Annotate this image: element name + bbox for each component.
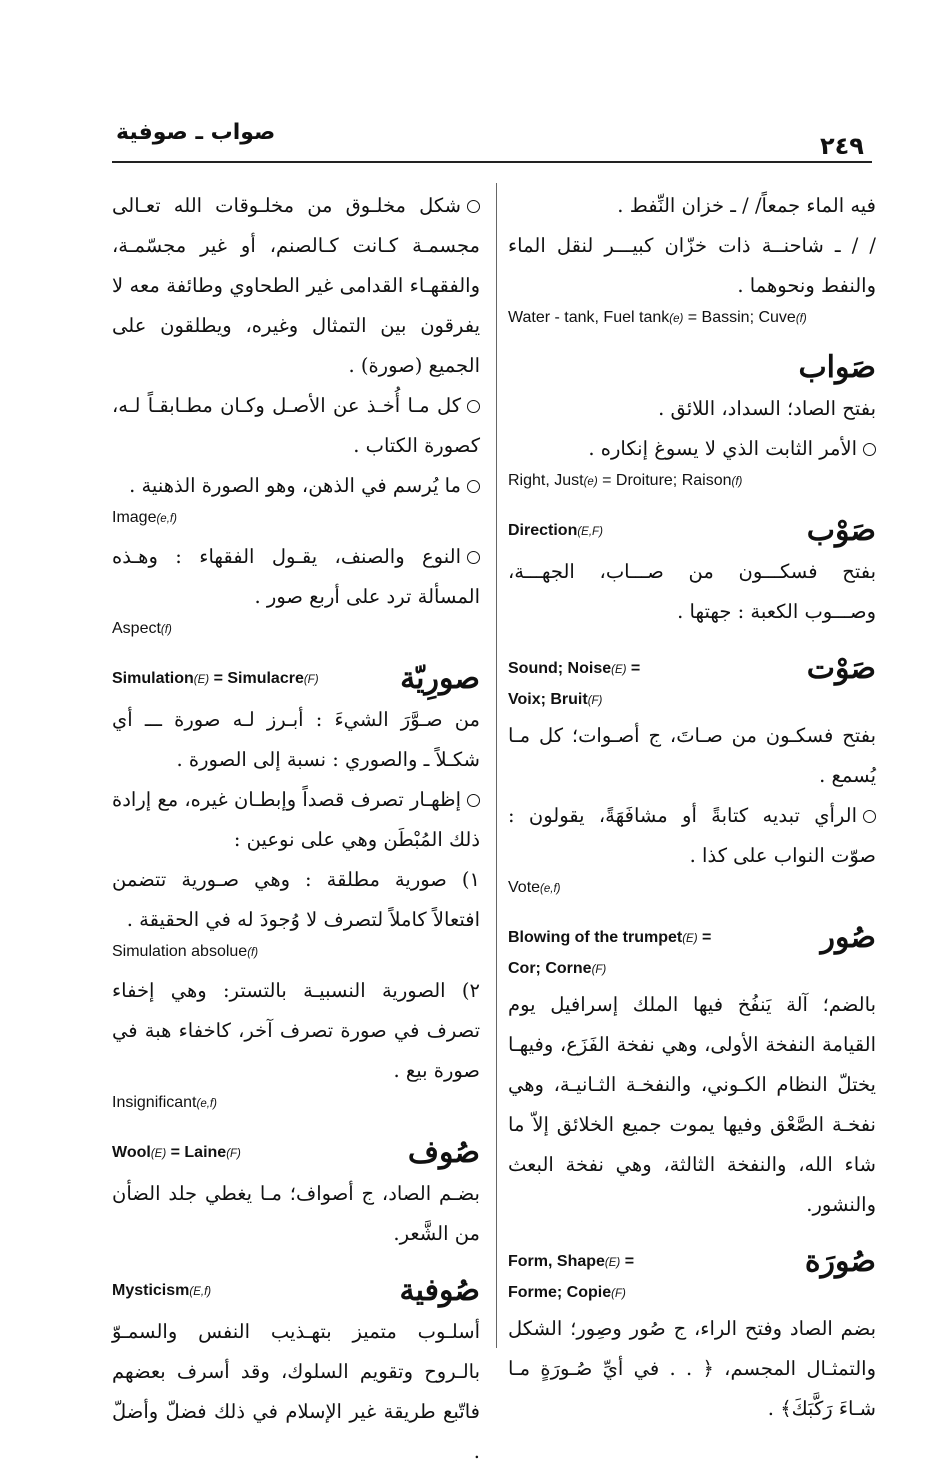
definition: بضم الصاد وفتح الراء، ج صُور وصِور؛ الشكل والتمثـال المجسم، ﴿ . . في أيِّ صُـورَةٍ مـا شـاءَ رَكَّبَكَ﴾ .	[508, 1317, 876, 1420]
column-divider	[496, 183, 497, 1348]
definition: الأمر الثابت الذي لا يسوغ إنكاره .	[508, 429, 876, 469]
running-title: صواب ـ صوفية	[116, 120, 276, 145]
definition: من صـوَّرَ الشيءَ : أبـرز لـه صورة ـــ أي شكـلاً ـ والصوري : نسبة إلى الصورة .	[112, 708, 480, 771]
header-rule	[112, 161, 872, 163]
headword: صورِيّة	[400, 661, 480, 696]
translation: Right, Just(e) = Droiture; Raison(f)	[508, 472, 743, 489]
definition: أسلـوب متميز بتهـذيب النفس والسمـوّ بالـروح وتقويم السلوك، وقد أسرف بعضهم فاتّبع طريقة غير الإسلام في ذلك فضلّ وأضلّ .	[112, 1320, 480, 1463]
headword: صَواب	[798, 350, 876, 385]
definition: ١) صورية مطلقة : وهي صـورية تتضمن افتعالاً كاملاً لتصرف لا وُجودَ له في الحقيقة .	[112, 868, 480, 931]
circle-bullet-icon	[863, 443, 876, 456]
translation: Aspect(f)	[112, 620, 172, 637]
entry-soofiyya	[112, 1270, 480, 1472]
translation: Insignificant(e,f)	[112, 1094, 217, 1111]
translation: Water - tank, Fuel tank(e) = Bassin; Cuve(f)	[508, 309, 807, 326]
equivalent: Direction(E,F)	[508, 522, 603, 539]
definition: شكل مخلـوق من مخلـوقات الله تعـالى مجسمـة كـانت كـالصنم، أو غير مجسّمـة، والفقهـاء القدامى غير الطحاوي وطائفة معه لا يفرقون بين التمثال وغيره، ويطلقون على الجميع (صورة) .	[112, 194, 480, 377]
headword: صَوْب	[806, 513, 876, 548]
definition: بفتح فسكـــون من صـــاب، الجهـــة، وصـــوب الكعبة : جهتها .	[508, 560, 876, 623]
continued-line: فيه الماء جمعاً/ / ـ خزان النِّفط .	[617, 194, 876, 217]
definition: بضـم الصاد، ج أصواف؛ مـا يغطي جلد الضأن من الشَّعر.	[112, 1182, 480, 1245]
circle-bullet-icon	[467, 794, 480, 807]
equivalent: Simulation(E) = Simulacre(F)	[112, 670, 319, 687]
definition: إظهـار تصرف قصداً وإبطـان غيره، مع إرادة ذلك المُبْطَن وهي على نوعين :	[112, 788, 480, 851]
entry-sawt	[508, 648, 876, 901]
definition: النوع والصنف، يقـول الفقهاء : وهـذه المسألة ترد على أربع صور .	[112, 545, 480, 608]
entry-sawab	[508, 347, 876, 494]
definition: بفتح فسكـون من صـاتَ، ج أصـوات؛ كل مـا يُسمع .	[508, 724, 876, 787]
circle-bullet-icon	[467, 200, 480, 213]
continued-line: / / ـ شاحنــة ذات خزّان كبيـــر لنقل الماء والنفط ونحوهما .	[508, 234, 876, 297]
definition: ٢) الصورية النسبيـة بالتستر: وهي إخفاء تصرف في صورة تصرف آخر، كاخفاء هبة في صورة بيع .	[112, 979, 480, 1082]
equivalent: Sound; Noise(E) = Voix; Bruit(F)	[508, 660, 641, 708]
headword: صُور	[820, 920, 876, 955]
entry-soor	[508, 917, 876, 1225]
circle-bullet-icon	[863, 810, 876, 823]
circle-bullet-icon	[467, 551, 480, 564]
headword: صُورَة	[804, 1244, 876, 1279]
equivalent: Blowing of the trumpet(E) = Cor; Corne(F)	[508, 929, 712, 977]
definition: كل مـا أُخـذ عن الأصـل وكـان مطـابقـاً لـه، كصورة الكتاب .	[112, 394, 480, 457]
translation: Image(e,f)	[112, 509, 177, 526]
entry-soof	[112, 1132, 480, 1254]
translation: Vote(e,f)	[508, 879, 561, 896]
circle-bullet-icon	[467, 480, 480, 493]
definition: الرأي تبديه كتابةً أو مشافَهَةً، يقولون : صوّت النواب على كذا .	[508, 804, 876, 867]
headword: صَوْت	[806, 651, 876, 686]
definition: بالضم؛ آلة يَنفُخ فيها الملك إسرافيل يوم القيامة النفخة الأولى، وهي نفخة الفَزَع، وفيهـا يختلّ النظام الكـوني، والنفخـة الثـانيـة، وهي نفخـة الصَّعْق وفيها يموت جميع الخلائق إلاّ ما شاء الله، والنفخة الثالثة، وهي نفخة البعث والنشور.	[508, 993, 876, 1216]
equivalent: Form, Shape(E) = Forme; Copie(F)	[508, 1253, 635, 1301]
definition: ما يُرسم في الذهن، وهو الصورة الذهنية .	[112, 466, 480, 506]
right-column	[508, 186, 876, 1429]
headword: صُوفية	[399, 1273, 480, 1308]
translation: Simulation absolue(f)	[112, 943, 259, 960]
page-number: ٢٤٩	[820, 132, 864, 160]
entry-sawb	[508, 510, 876, 632]
headword: صُوف	[407, 1135, 480, 1170]
equivalent: Mysticism(E,f)	[112, 1282, 212, 1299]
left-column	[112, 186, 480, 1472]
equivalent: Wool(E) = Laine(F)	[112, 1144, 241, 1161]
circle-bullet-icon	[467, 400, 480, 413]
entry-sooriyya	[112, 658, 480, 1116]
definition: بفتح الصاد؛ السداد، اللائق .	[658, 397, 876, 420]
entry-soora	[508, 1241, 876, 1429]
